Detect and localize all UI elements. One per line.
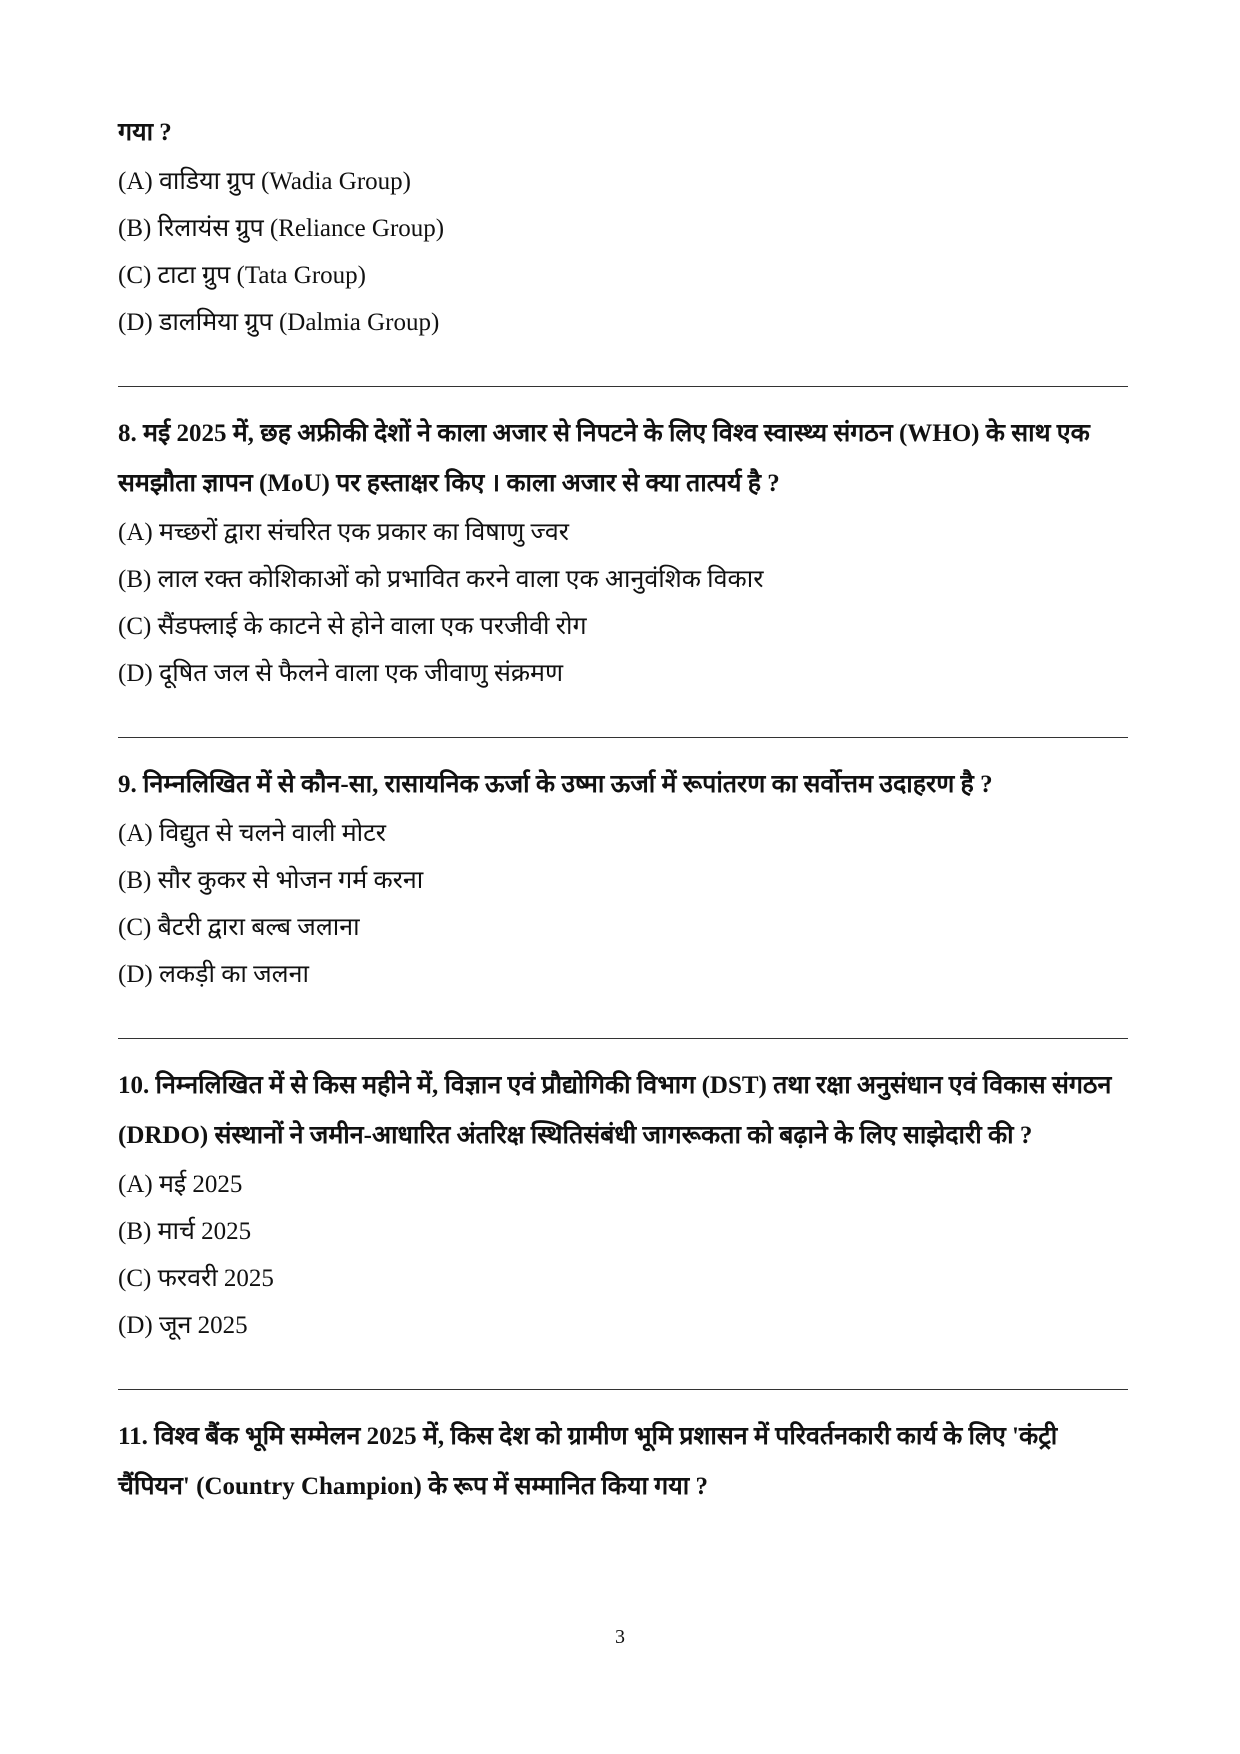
- divider: [118, 1389, 1128, 1390]
- question-9-option-c: (C) बैटरी द्वारा बल्ब जलाना: [118, 914, 360, 941]
- question-8-option-b: (B) लाल रक्त कोशिकाओं को प्रभावित करने वाला एक आनुवंशिक विकार: [118, 566, 764, 593]
- question-8-text: 8. मई 2025 में, छह अफ्रीकी देशों ने काला अजार से निपटने के लिए विश्व स्वास्थ्य संगठन (WHO) के साथ एक समझौता ज्ञापन (MoU) पर हस्ताक्षर किए । काला अजार से क्या तात्पर्य है ?: [118, 420, 1090, 497]
- divider: [118, 386, 1128, 387]
- question-9-option-a: (A) विद्युत से चलने वाली मोटर: [118, 820, 386, 847]
- question-9-text: 9. निम्नलिखित में से कौन-सा, रासायनिक ऊर्जा के उष्मा ऊर्जा में रूपांतरण का सर्वोत्तम उदाहरण है ?: [118, 771, 993, 798]
- question-10-block: [118, 1061, 1128, 1349]
- question-10-option-c: (C) फरवरी 2025: [118, 1265, 274, 1292]
- question-10-option-d: (D) जून 2025: [118, 1312, 248, 1339]
- question-7-text: गया ?: [118, 119, 172, 146]
- divider: [118, 737, 1128, 738]
- page-content: [118, 112, 1128, 1512]
- question-11-block: [118, 1412, 1128, 1512]
- question-9-block: [118, 760, 1128, 998]
- question-7-option-b: (B) रिलायंस ग्रुप (Reliance Group): [118, 215, 445, 242]
- question-7-option-c: (C) टाटा ग्रुप (Tata Group): [118, 262, 366, 289]
- question-10-option-b: (B) मार्च 2025: [118, 1218, 252, 1245]
- question-7-option-d: (D) डालमिया ग्रुप (Dalmia Group): [118, 309, 440, 336]
- question-8-option-d: (D) दूषित जल से फैलने वाला एक जीवाणु संक्रमण: [118, 660, 564, 687]
- question-11-text: 11. विश्व बैंक भूमि सम्मेलन 2025 में, किस देश को ग्रामीण भूमि प्रशासन में परिवर्तनकारी कार्य के लिए 'कंट्री चैंपियन' (Country Champion) के रूप में सम्मानित किया गया ?: [118, 1423, 1058, 1500]
- question-10-option-a: (A) मई 2025: [118, 1171, 243, 1198]
- question-8-option-c: (C) सैंडफ्लाई के काटने से होने वाला एक परजीवी रोग: [118, 613, 587, 640]
- question-10-text: 10. निम्नलिखित में से किस महीने में, विज्ञान एवं प्रौद्योगिकी विभाग (DST) तथा रक्षा अनुसंधान एवं विकास संगठन (DRDO) संस्थानों ने जमीन-आधारित अंतरिक्ष स्थितिसंबंधी जागरूकता को बढ़ाने के लिए साझेदारी की ?: [118, 1072, 1112, 1149]
- page-number: 3: [615, 1626, 625, 1648]
- question-9-option-b: (B) सौर कुकर से भोजन गर्म करना: [118, 867, 424, 894]
- question-8-option-a: (A) मच्छरों द्वारा संचरित एक प्रकार का विषाणु ज्वर: [118, 519, 569, 546]
- question-9-option-d: (D) लकड़ी का जलना: [118, 961, 309, 988]
- question-7-block: [118, 112, 1128, 346]
- divider: [118, 1038, 1128, 1039]
- question-7-option-a: (A) वाडिया ग्रुप (Wadia Group): [118, 168, 411, 195]
- question-8-block: [118, 409, 1128, 697]
